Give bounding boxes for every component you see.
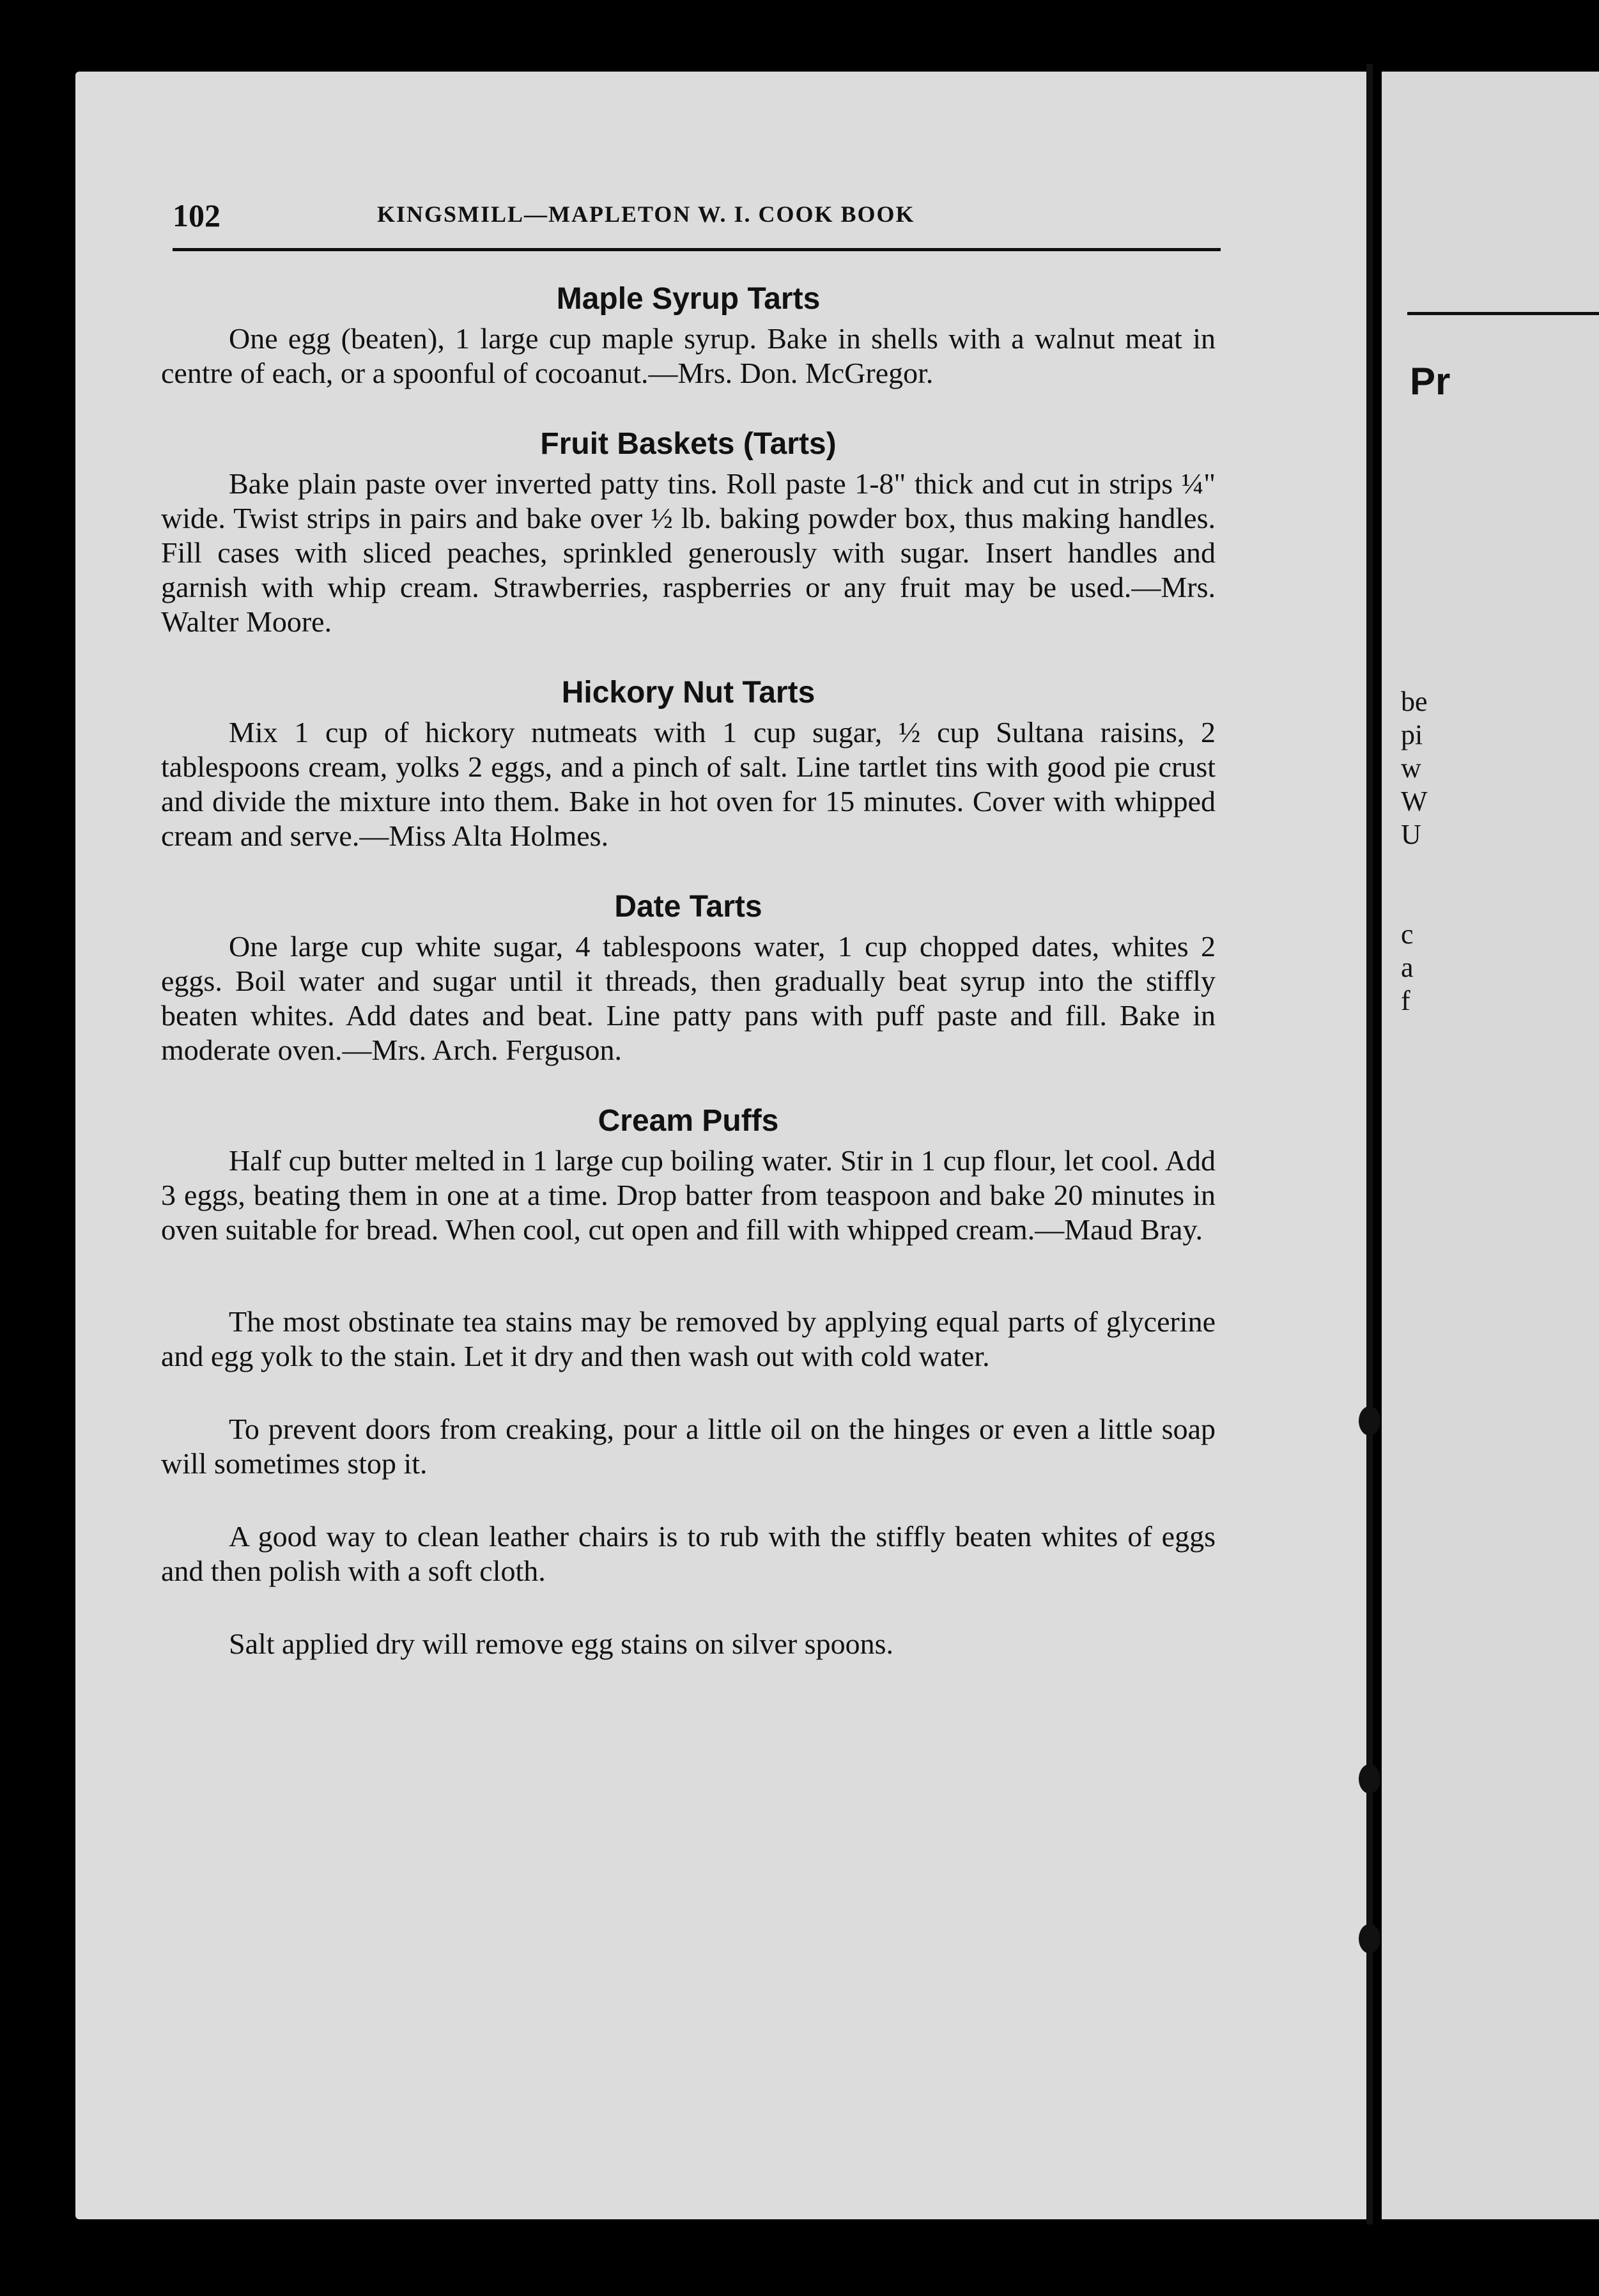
adjacent-page-heading: Pr — [1410, 360, 1451, 403]
spine-binding-mark — [1359, 1406, 1380, 1436]
spine-binding-mark — [1359, 1924, 1380, 1953]
recipe-title: Maple Syrup Tarts — [556, 282, 821, 316]
recipe-text: One egg (beaten), 1 large cup maple syrup. Bake in shells with a walnut meat in centre of each, or a spoonful of cocoanut.—Mrs. Don. McGregor. — [161, 322, 1216, 389]
recipe-text: Half cup butter melted in 1 large cup boiling water. Stir in 1 cup flour, let cool. Add 3 eggs, beating them in one at a time. Drop batter from teaspoon and bake 20 minutes in oven suitable for bread. When cool, cut open and fill with whipped cream.—Maud Bray. — [161, 1144, 1216, 1246]
recipe-cream-puffs — [161, 1103, 1216, 1247]
household-tip: To prevent doors from creaking, pour a little oil on the hinges or even a little soap will sometimes stop it. — [161, 1413, 1216, 1480]
page-content — [161, 281, 1216, 1700]
book-spine — [1366, 64, 1373, 2224]
spine-binding-mark — [1359, 1764, 1380, 1794]
recipe-title: Cream Puffs — [598, 1104, 779, 1138]
recipe-text: Mix 1 cup of hickory nutmeats with 1 cup sugar, ½ cup Sultana raisins, 2 tablespoons cream, yolks 2 eggs, and a pinch of salt. Line tartlet tins with good pie crust and divide the mixture into them. Bake in hot oven for 15 minutes. Cover with whipped cream and serve.—Miss Alta Holmes. — [161, 716, 1216, 852]
household-tip: A good way to clean leather chairs is to rub with the stiffly beaten whites of eggs and then polish with a soft cloth. — [161, 1520, 1216, 1587]
household-tip: Salt applied dry will remove egg stains on silver spoons. — [229, 1627, 893, 1660]
adjacent-page-text: be pi w W U c a f — [1401, 686, 1428, 1016]
recipe-title: Hickory Nut Tarts — [561, 676, 815, 710]
adjacent-page-rule — [1407, 312, 1599, 315]
recipe-text: Bake plain paste over inverted patty tins. Roll paste 1-8" thick and cut in strips ¼" wide. Twist strips in pairs and bake over ½ lb. baking powder box, thus making handles. Fill cases with sliced peaches, sprinkled generously with sugar. Insert handles and garnish with whip cream. Strawberries, raspberries or any fruit may be used.—Mrs. Walter Moore. — [161, 467, 1216, 638]
household-tip: The most obstinate tea stains may be removed by applying equal parts of glycerine and egg yolk to the stain. Let it dry and then wash out with cold water. — [161, 1305, 1216, 1372]
adjacent-page — [1382, 72, 1599, 2219]
recipe-text: One large cup white sugar, 4 tablespoons water, 1 cup chopped dates, whites 2 eggs. Boil water and sugar until it threads, then gradually beat syrup into the stiffly beaten whites. Add dates and beat. Line patty pans with puff paste and fill. Bake in moderate oven.—Mrs. Arch. Ferguson. — [161, 930, 1216, 1066]
recipe-fruit-baskets — [161, 426, 1216, 639]
recipe-hickory-nut-tarts — [161, 675, 1216, 853]
page-header — [173, 197, 1221, 251]
page-number: 102 — [173, 198, 220, 233]
recipe-maple-syrup-tarts — [161, 281, 1216, 391]
recipe-date-tarts — [161, 889, 1216, 1067]
running-title: KINGSMILL—MAPLETON W. I. COOK BOOK — [377, 201, 915, 227]
recipe-title: Date Tarts — [614, 890, 762, 924]
recipe-title: Fruit Baskets (Tarts) — [540, 427, 837, 461]
